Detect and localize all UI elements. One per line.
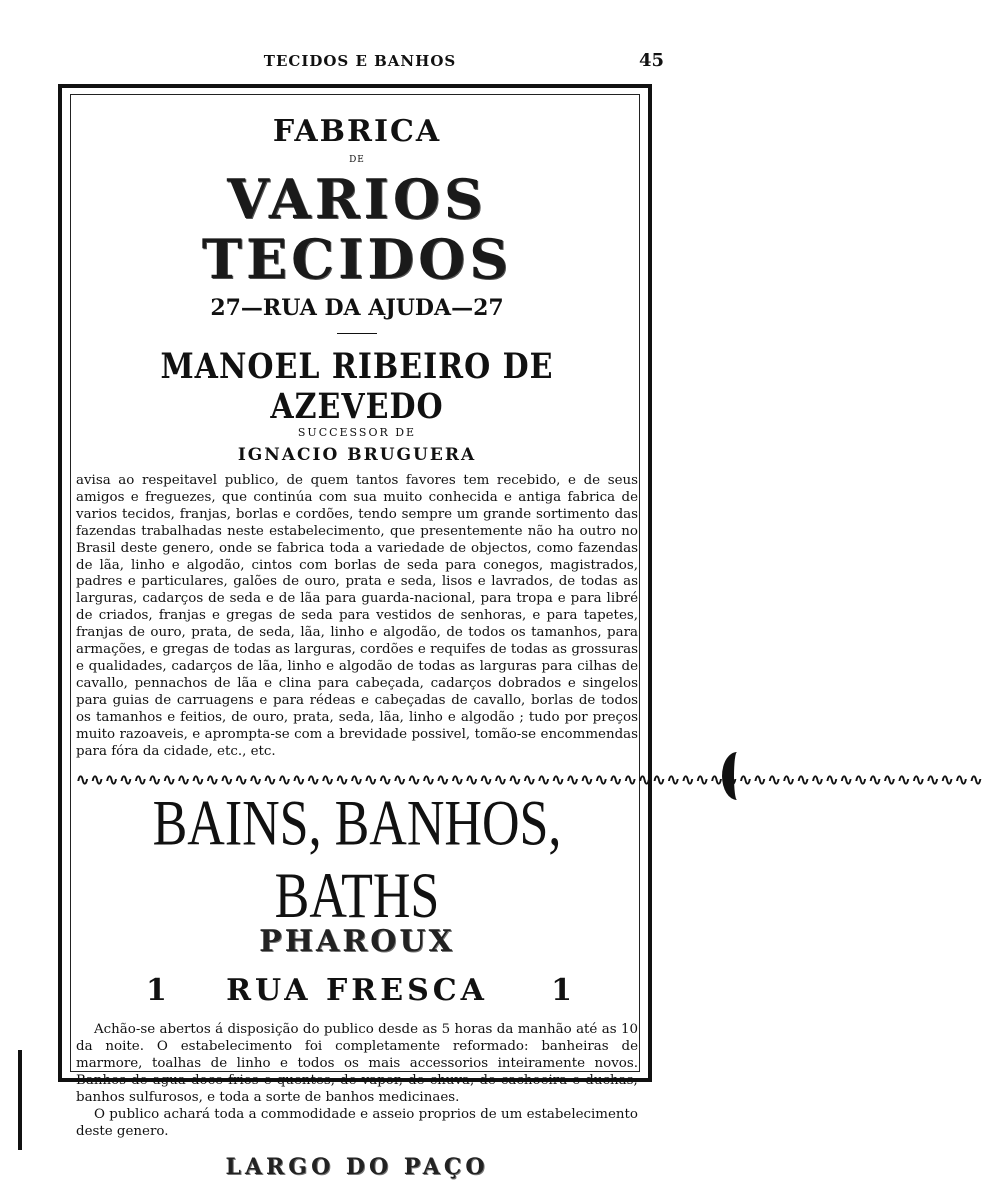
page-number: 45	[638, 50, 664, 71]
ad2-footer: LARGO DO PAÇO	[225, 1154, 489, 1180]
ad1-de: DE	[349, 155, 365, 165]
ad2-number-right: 1	[551, 973, 572, 1009]
ad1-address: 27—RUA DA AJUDA—27	[210, 295, 504, 321]
ad1-owner: MANOEL RIBEIRO DE AZEVEDO	[160, 346, 554, 428]
page-content	[76, 108, 984, 1180]
ad1-successor-label: SUCCESSOR DE	[297, 426, 417, 439]
ad1-title: FABRICA	[272, 114, 442, 149]
running-header	[60, 50, 664, 80]
ad1-body-text: avisa ao respeitavel publico, de quem tantos favores tem recebido, e de seus amigos e freguezes, que continúa com sua muito conhecida e antiga fabrica de varios tecidos, franjas, borlas e cordões, tendo sempre um grande sortimento das fazendas trabalhadas neste estabelecimento, que presentemente não ha outro no Brasil deste genero, onde se fabrica toda a variedade de objectos, como fazendas de lãa, linho e algodão, cintos com borlas de seda para conegos, magistrados, padres e particulares, galões de ouro, prata e seda, lisos e lavrados, de todas as larguras, cadarços de seda e de lãa para guarda-nacional, para tropa e para libré de criados, franjas e gregas de seda para vestidos de senhoras, e para tapetes, franjas de ouro, prata, de seda, lãa, linho e algodão, de todos os tamanhos, para armações, e gregas de todas as larguras, cordões e requifes de todas as grossuras e qualidades, cadarços de lãa, linho e algodão de todas as larguras para cilhas de cavallo, pennachos de lãa e clina para cabeçada, cadarços dobrados e singelos para guias de carruagens e para rédeas e cabeçadas de cavallo, borlas de todos os tamanhos e feitios, de ouro, prata, seda, lãa, linho e algodão ; tudo por preços muito razoaveis, e apromptа-se com a brevidade possivel, tomão-se encommendas para fóra da cidade, etc., etc.	[76, 473, 638, 759]
margin-bracket-mark	[722, 752, 752, 800]
ad2-address	[76, 973, 638, 1013]
ad2-headline: BAINS, BANHOS, BATHS	[152, 788, 562, 933]
running-title: TECIDOS E BANHOS	[263, 52, 457, 70]
ad2-paragraph-1: Achão-se abertos á disposição do publico desde as 5 horas da manhão até as 10 da noite. O estabelecimento foi completamente reformado: banheiras de marmore, toalhas de linho e todos os mais accessorios inteiramente novos. Banhos de agua doce frios e quentes, de vapor, de chuva, de cachoeira e duchas; banhos sulfurosos, e toda a sorte de banhos medicinaes.	[76, 1022, 638, 1106]
ad2-number-left: 1	[146, 973, 167, 1009]
ad2-name: PHAROUX	[259, 924, 455, 960]
ad2-body	[76, 1021, 638, 1140]
ad2-paragraph-2: O publico achará toda a commodidade e asseio proprios de um estabelecimento deste genero.	[76, 1107, 638, 1140]
short-rule-divider	[337, 333, 377, 334]
binding-edge-line	[18, 1050, 22, 1150]
ad1-headline: VARIOS TECIDOS	[201, 167, 513, 291]
wavy-divider: ∿∿∿∿∿∿∿∿∿∿∿∿∿∿∿∿∿∿∿∿∿∿∿∿∿∿∿∿∿∿∿∿∿∿∿∿∿∿∿∿∿∿∿∿∿∿∿∿∿∿∿∿∿∿∿∿∿∿∿∿∿∿∿	[76, 770, 984, 790]
ad1-predecessor: IGNACIO BRUGUERA	[237, 445, 477, 465]
ad2-street: RUA FRESCA	[226, 973, 488, 1009]
